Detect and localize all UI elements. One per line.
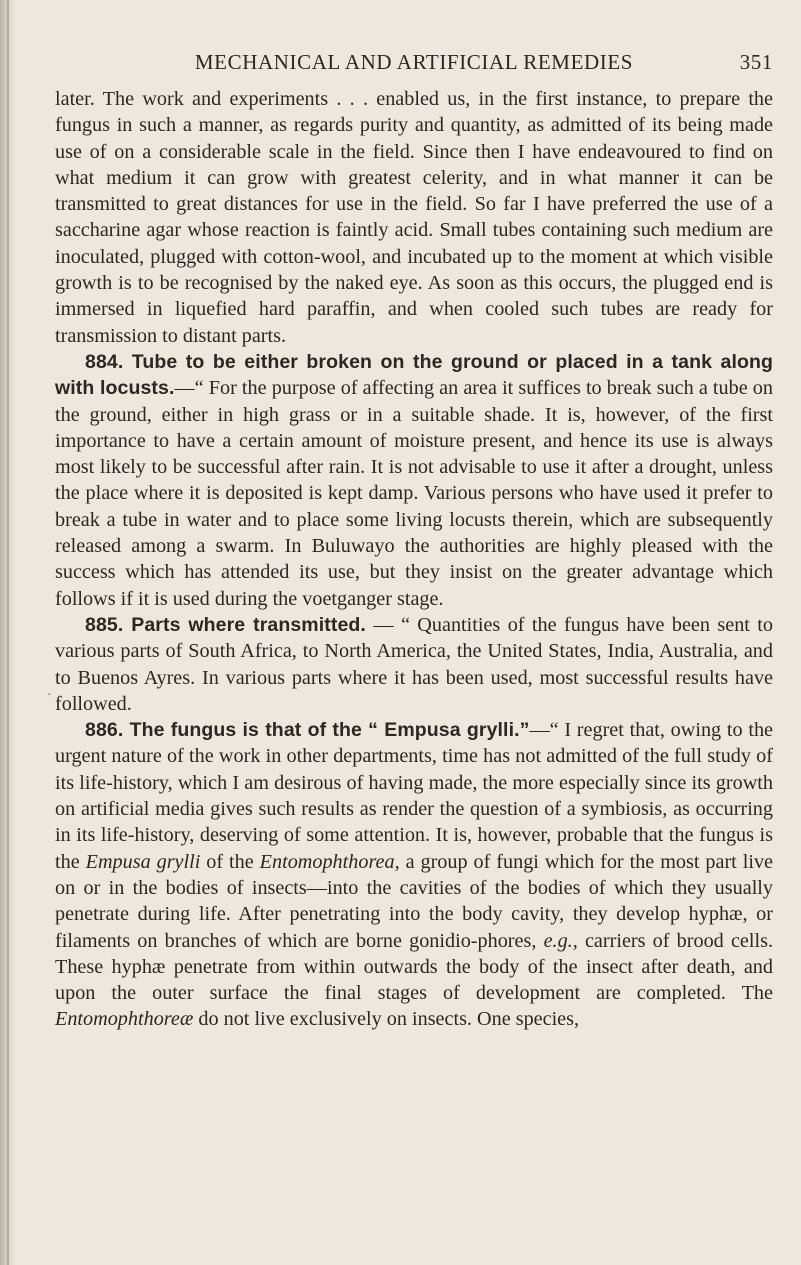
running-title: MECHANICAL AND ARTIFICIAL REMEDIES <box>194 50 634 74</box>
running-header <box>55 40 773 84</box>
paragraph-885 <box>55 612 773 717</box>
paragraph-884 <box>55 349 773 612</box>
paragraph-text: of the <box>200 850 260 873</box>
body-text <box>55 86 773 1033</box>
paragraph-text: carriers of brood cells. These hyphæ penetrate from within outwards the body of the insect after death, and upon the outer surface the final stages of development are completed. The <box>55 929 773 1005</box>
paragraph-text: do not live exclusively on insects. One species, <box>193 1008 580 1031</box>
paragraph-text: —“ I regret that, owing to the urgent nature of the work in other departments, time has not admitted of the full study of its life-history, which I am desirous of having made, the more especially since its growth on artificial media gives such results as render the question of a symbiosis, as occurring in its life-history, deserving of some attention. It is, however, probable that the fungus is the <box>55 719 773 873</box>
italic-abbreviation: e.g., <box>543 929 578 952</box>
paragraph-text: — “ Quantities of the fungus have been sent to various parts of South Africa, to North America, the United States, India, Australia, and to Buenos Ayres. In various parts where it has been used, most successful results have followed. <box>55 613 774 715</box>
section-heading-886: 886. The fungus is that of the “ Empusa grylli.” <box>85 719 530 742</box>
paragraph-text: later. The work and experiments . . . enabled us, in the first instance, to prepare the fungus in such a manner, as regards purity and quantity, as admitted of its being made use of on a considerable scale in the field. Since then I have endeavoured to find on what medium it can grow with greatest celerity, and in what manner it can be transmitted to great distances for use in the field. So far I have preferred the use of a saccharine agar whose reaction is faintly acid. Small tubes containing such medium are inoculated, plugged with cotton-wool, and incubated up to the moment at which visible growth is to be recognised by the naked eye. As soon as this occurs, the plugged end is immersed in liquefied hard paraffin, and when cooled such tubes are ready for transmission to distant parts. <box>55 88 773 347</box>
section-heading-884: 884. Tube to be either broken on the ground or placed in a tank along with locusts. <box>55 350 773 400</box>
margin-tick: · <box>47 688 52 703</box>
paragraph-text: —“ For the purpose of affecting an area it suffices to break such a tube on the ground, either in high grass or in a suitable shade. It is, however, of the first importance to have a certain amount of moisture present, and hence its use is always most likely to be successful after rain. It is not advisable to use it after a drought, unless the place where it is deposited is kept damp. Various persons who have used it prefer to break a tube in water and to place some living locusts therein, which are subsequently released among a swarm. In Buluwayo the authorities are highly pleased with the success which has attended its use, but they insist on the greater advantage which follows if it is used during the voetganger stage. <box>55 377 773 610</box>
italic-group-name-plural: Entomophthoreæ <box>55 1008 194 1031</box>
paragraph-text: , a group of fungi which for the most part live on or in the bodies of insects—into the cavities of the bodies of which they usually penetrate during life. After penetrating into the body cavity, they develop hyphæ, or filaments on branches of which are borne gonidio-phores, <box>55 850 773 952</box>
italic-species-name: Empusa grylli <box>85 850 201 873</box>
book-page <box>55 40 773 1033</box>
section-heading-885: 885. Parts where transmitted. <box>85 613 366 636</box>
italic-group-name: Entomophthorea <box>259 850 395 873</box>
paragraph-continuation <box>55 86 773 349</box>
binding-line <box>7 0 9 1265</box>
page-number: 351 <box>739 50 773 74</box>
paragraph-886 <box>55 717 773 1033</box>
